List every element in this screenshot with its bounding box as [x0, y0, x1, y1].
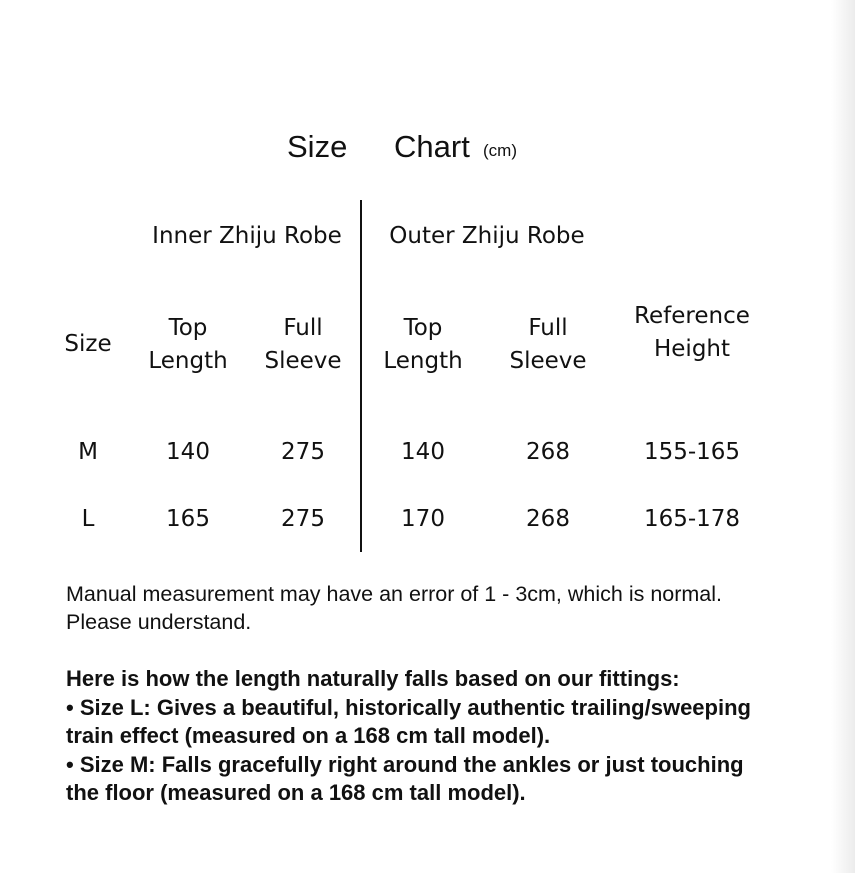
note-line: Manual measurement may have an error of 1 - 3cm, which is normal. [66, 582, 723, 606]
cell-inner-top-length: 165 [166, 506, 210, 532]
fit-size-l-line: • Size L: Gives a beautiful, historically authentic trailing/sweeping [66, 694, 751, 720]
cell-inner-full-sleeve: 275 [281, 439, 325, 465]
header-inner-top-length [138, 312, 238, 378]
fit-size-m-line: • Size M: Falls gracefully right around the ankles or just touching [66, 751, 744, 777]
cell-reference-height: 155-165 [643, 439, 741, 465]
page-title [0, 125, 855, 169]
cell-size: M [78, 439, 98, 465]
cell-size: L [81, 506, 95, 532]
header-line: Height [653, 336, 731, 362]
header-line: Length [148, 348, 228, 374]
header-line: Sleeve [264, 348, 342, 374]
header-outer-top-length [373, 312, 473, 378]
group-header-inner: Inner Zhiju Robe [152, 223, 342, 249]
fitting-description [66, 665, 836, 808]
note-line: Please understand. [66, 610, 252, 634]
cell-reference-height: 165-178 [643, 506, 741, 532]
header-line: Sleeve [509, 348, 587, 374]
cell-inner-top-length: 140 [166, 439, 210, 465]
header-size: Size [64, 331, 112, 357]
cell-outer-full-sleeve: 268 [526, 439, 570, 465]
header-line: Full [283, 315, 323, 341]
title-word-size: Size [287, 129, 348, 164]
header-line: Top [168, 315, 208, 341]
header-line: Reference [634, 303, 750, 329]
group-header-outer: Outer Zhiju Robe [389, 223, 585, 249]
header-line: Full [528, 315, 568, 341]
title-word-chart: Chart [394, 129, 470, 164]
fit-intro: Here is how the length naturally falls based on our fittings: [66, 666, 680, 691]
fit-size-m-line: the floor (measured on a 168 cm tall model). [66, 780, 526, 805]
column-divider [360, 200, 362, 552]
cell-outer-top-length: 170 [401, 506, 445, 532]
header-reference-height [626, 300, 758, 366]
header-line: Top [403, 315, 443, 341]
header-line: Length [383, 348, 463, 374]
title-unit: (cm) [483, 141, 517, 160]
cell-outer-full-sleeve: 268 [526, 506, 570, 532]
header-inner-full-sleeve [253, 312, 353, 378]
fit-size-l-line: train effect (measured on a 168 cm tall model). [66, 723, 551, 748]
cell-outer-top-length: 140 [401, 439, 445, 465]
cell-inner-full-sleeve: 275 [281, 506, 325, 532]
measurement-note [66, 580, 826, 636]
header-outer-full-sleeve [498, 312, 598, 378]
